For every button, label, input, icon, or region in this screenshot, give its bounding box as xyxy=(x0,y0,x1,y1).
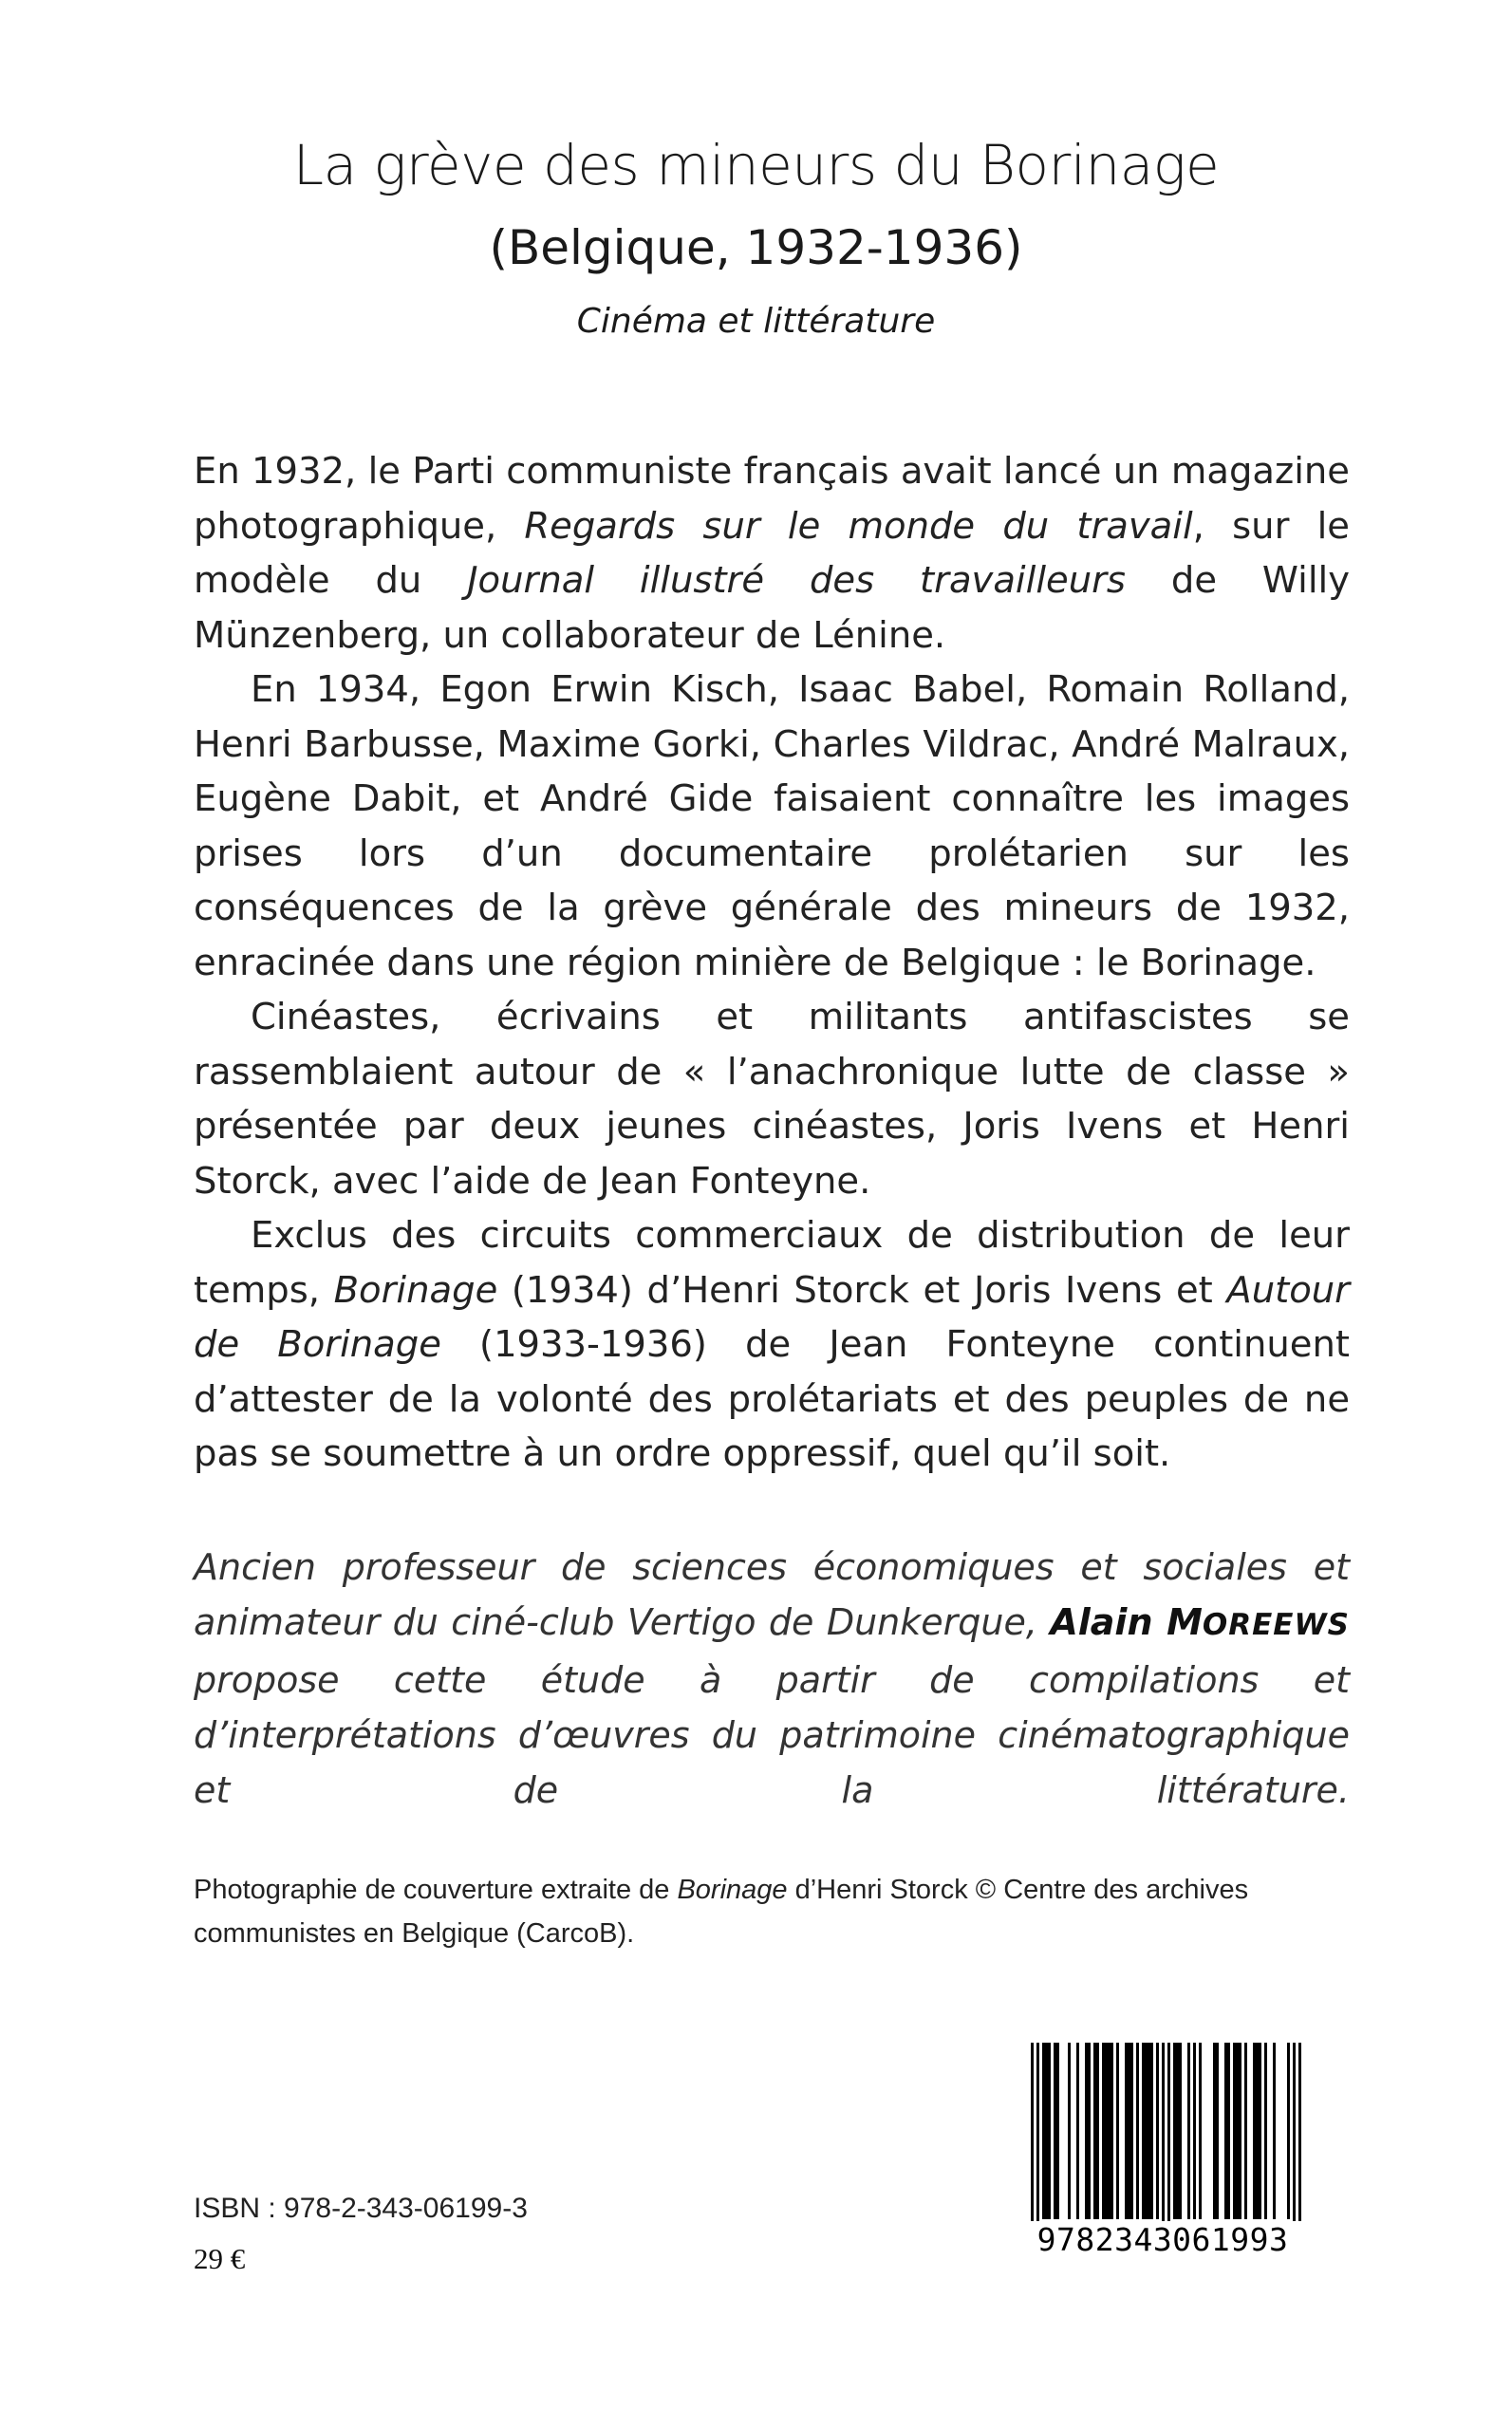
blurb-paragraph-4: Exclus des circuits commerciaux de distribution de leur temps, Borinage (1934) d’Henri Storck et Joris Ivens et Autour de Borinage (1933-1936) de Jean Fonteyne continuent d’attester de la volonté des prolétariats et des peuples de ne pas se soumettre à un ordre oppressif, quel qu’il soit. xyxy=(194,1214,1350,1475)
barcode-bar xyxy=(1076,2043,1079,2219)
barcode-bar xyxy=(1273,2043,1276,2219)
book-subtitle: (Belgique, 1932-1936) xyxy=(489,220,1023,275)
barcode-bar xyxy=(1239,2043,1241,2219)
barcode-bar xyxy=(1108,2043,1111,2219)
barcode-bar xyxy=(1176,2043,1179,2219)
isbn: ISBN : 978-2-343-06199-3 xyxy=(194,2193,528,2224)
barcode xyxy=(1006,2039,1319,2259)
blurb-paragraph-1: En 1932, le Parti communiste français avait lancé un magazine photographique, Regards sur le monde du travail, sur le modèle du Journal illustré des travailleurs de Willy Münzenberg, un collaborateur de Lénine. xyxy=(194,450,1351,657)
barcode-bar xyxy=(1179,2043,1182,2219)
barcode-bar xyxy=(1088,2043,1091,2219)
film-title-borinage: Borinage xyxy=(333,1268,498,1312)
barcode-bar xyxy=(1125,2043,1128,2219)
barcode-bar xyxy=(1259,2043,1261,2219)
barcode-bar xyxy=(1148,2043,1150,2219)
barcode-bar xyxy=(1256,2043,1259,2219)
barcode-bar xyxy=(1116,2043,1119,2219)
barcode-bar xyxy=(1036,2043,1039,2229)
blurb-paragraph-2: En 1934, Egon Erwin Kisch, Isaac Babel, Romain Rolland, Henri Barbusse, Maxime Gorki, Charles Vildrac, André Malraux, Eugène Dabit, et André Gide faisaient connaître les images prises lors d’un documentaire prolétarien sur les conséquences de la grève générale des mineurs de 1932, enracinée dans une région minière de Belgique : le Borinage. xyxy=(194,668,1350,984)
barcode-bar xyxy=(1162,2043,1165,2229)
barcode-bar xyxy=(1102,2043,1105,2219)
barcode-bar xyxy=(1142,2043,1145,2219)
barcode-bar xyxy=(1054,2043,1056,2219)
barcode-bar xyxy=(1293,2043,1296,2229)
barcode-bar xyxy=(1048,2043,1051,2219)
barcode-bar xyxy=(1233,2043,1236,2219)
blurb xyxy=(194,444,1350,1482)
barcode-bar xyxy=(1068,2043,1071,2219)
barcode-bar xyxy=(1244,2043,1247,2219)
barcode-bar xyxy=(1156,2043,1159,2219)
barcode-bar xyxy=(1111,2043,1113,2219)
barcode-bar xyxy=(1227,2043,1230,2219)
barcode-bar xyxy=(1096,2043,1099,2219)
magazine-title: Regards sur le monde du travail xyxy=(524,504,1193,548)
barcode-bar xyxy=(1045,2043,1048,2219)
barcode-bar xyxy=(1264,2043,1267,2219)
barcode-bar xyxy=(1253,2043,1256,2219)
barcode-bar xyxy=(1031,2043,1034,2229)
barcode-bar xyxy=(1213,2043,1216,2219)
photo-credit: Photographie de couverture extraite de Borinage d’Henri Storck © Centre des archives communistes en Belgique (CarcoB). xyxy=(194,1875,1249,1949)
barcode-bar xyxy=(1042,2043,1045,2219)
author-bio: Ancien professeur de sciences économiques et sociales et animateur du ciné-club Vertigo de Dunkerque, Alain MOREEWS propose cette étude à partir de compilations et d’interprétations d’œuvres du patrimoine cinématographique et de la littérature. xyxy=(194,1546,1350,1811)
barcode-digits: 9782343061993 xyxy=(1006,2221,1319,2258)
barcode-bar xyxy=(1136,2043,1139,2219)
film-title-autour-de-borinage: Autour de Borinage xyxy=(194,1268,1350,1366)
barcode-bar xyxy=(1056,2043,1059,2219)
barcode-bar xyxy=(1167,2043,1170,2229)
blurb-paragraph-3: Cinéastes, écrivains et militants antifascistes se rassemblaient autour de « l’anachronique lutte de classe » présentée par deux jeunes cinéastes, Joris Ivens et Henri Storck, avec l’aide de Jean Fonteyne. xyxy=(194,996,1350,1203)
barcode-bar xyxy=(1193,2043,1196,2219)
barcode-bar xyxy=(1187,2043,1190,2219)
barcode-bar xyxy=(1173,2043,1176,2219)
book-tagline: Cinéma et littérature xyxy=(576,302,936,341)
barcode-bar xyxy=(1128,2043,1130,2219)
barcode-bar xyxy=(1216,2043,1219,2219)
barcode-bar xyxy=(1199,2043,1202,2219)
barcode-bar xyxy=(1224,2043,1227,2219)
journal-title: Journal illustré des travailleurs xyxy=(467,559,1126,602)
book-title: La grève des mineurs du Borinage xyxy=(292,133,1220,197)
barcode-bar xyxy=(1287,2043,1290,2219)
barcode-bar xyxy=(1130,2043,1133,2219)
barcode-bar xyxy=(1236,2043,1239,2219)
price: 29 € xyxy=(194,2242,246,2275)
barcode-bar xyxy=(1085,2043,1088,2219)
barcode-bar xyxy=(1150,2043,1153,2219)
barcode-bar xyxy=(1093,2043,1096,2219)
barcode-bar xyxy=(1105,2043,1108,2219)
barcode-bar xyxy=(1298,2043,1301,2229)
author-name: Alain MOREEWS xyxy=(1050,1601,1350,1643)
barcode-bar xyxy=(1145,2043,1148,2219)
